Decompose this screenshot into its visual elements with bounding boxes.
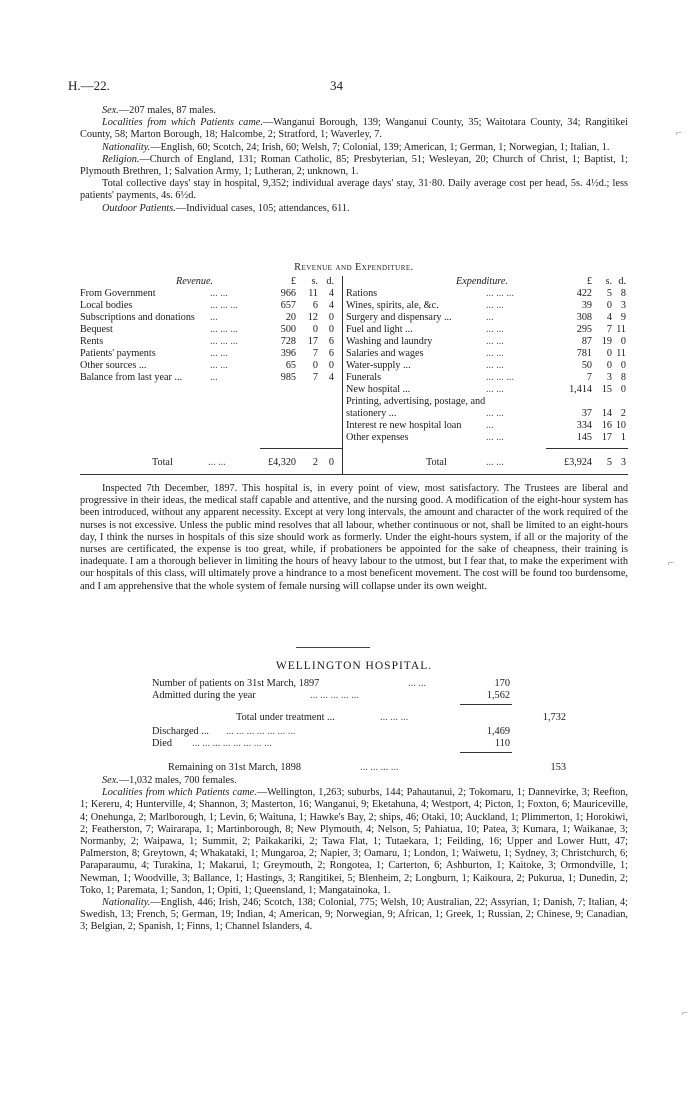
expenditure-pence: 2: [620, 408, 626, 419]
expenditure-pounds: 308: [576, 312, 592, 323]
revenue-pence: 0: [328, 324, 334, 335]
revenue-header: Revenue. £ s. d.: [176, 276, 334, 287]
revenue-pence: 0: [328, 360, 334, 371]
localities-paragraph: Localities from which Patients came.—Wanganui Borough, 139; Wanganui County, 35; Waitotara County, 34; Rangitikei County, 58; Marton Borough, 18; Halcombe, 2; Stratford, 1; Waverley, 7.: [80, 117, 628, 141]
revenue-shillings: 0: [312, 324, 318, 335]
page-number: 34: [330, 78, 343, 93]
expenditure-leader-dots: ...: [486, 420, 494, 431]
expenditure-pounds: 334: [576, 420, 592, 431]
revenue-pounds: 728: [280, 336, 296, 347]
revenue-pounds: 657: [280, 300, 296, 311]
expenditure-row: [346, 288, 628, 300]
expenditure-pence: 0: [620, 360, 626, 371]
revenue-row: [80, 372, 338, 384]
revenue-shillings: 7: [312, 372, 318, 383]
expenditure-label: Other expenses: [346, 432, 409, 443]
revenue-pence: 0: [328, 312, 334, 323]
expenditure-row: [346, 396, 628, 408]
stat-row-remaining: Remaining on 31st March, 1898 ... ... ... ... 153: [168, 762, 566, 773]
revenue-row: [80, 360, 338, 372]
expenditure-shillings: 16: [601, 420, 612, 431]
expenditure-label: Interest re new hospital loan: [346, 420, 462, 431]
section-rule: [80, 474, 628, 475]
expenditure-row: [346, 408, 628, 420]
wellington-sex-line: Sex.—1,032 males, 700 females.: [102, 775, 237, 786]
revenue-shillings: 17: [307, 336, 318, 347]
expenditure-leader-dots: ... ... ...: [486, 372, 515, 383]
column-divider: [342, 276, 343, 474]
revenue-shillings: 11: [308, 288, 318, 299]
revenue-row: [80, 324, 338, 336]
religion-paragraph: Religion.—Church of England, 131; Roman Catholic, 85; Presbyterian, 51; Wesleyan, 20; Church of Christ, 1; Baptist, 1; Plymouth Brethren, 1; Salvation Army, 1; Lutheran, 2; unknown, 1.: [80, 153, 628, 178]
expenditure-leader-dots: ... ...: [486, 360, 504, 371]
expenditure-total-rule: [546, 448, 628, 449]
revenue-shillings: 6: [312, 300, 318, 311]
expenditure-pounds: 422: [576, 288, 592, 299]
revenue-label: Bequest: [80, 324, 113, 335]
expenditure-heading: Expenditure.: [456, 276, 508, 287]
expenditure-pounds: 145: [576, 432, 592, 443]
expenditure-row: [346, 348, 628, 360]
stat-row-patients: Number of patients on 31st March, 1897 ... ... 170: [152, 678, 510, 689]
expenditure-label: Washing and laundry: [346, 336, 433, 347]
revenue-row: [80, 348, 338, 360]
revenue-pence: 4: [328, 288, 334, 299]
expenditure-pounds: 87: [581, 336, 592, 347]
expenditure-label: stationery ...: [346, 408, 397, 419]
revenue-pence: 4: [328, 300, 334, 311]
revenue-pounds: 966: [280, 288, 296, 299]
margin-mark: ⌐: [668, 558, 674, 569]
expenditure-row: [346, 300, 628, 312]
revenue-leader-dots: ... ...: [210, 288, 228, 299]
revenue-total-pounds: £4,320: [267, 457, 296, 468]
page-header: [68, 78, 638, 94]
revenue-label: Other sources ...: [80, 360, 147, 371]
expenditure-shillings: 15: [601, 384, 612, 395]
revenue-shillings: 0: [312, 360, 318, 371]
expenditure-leader-dots: ... ... ...: [486, 288, 515, 299]
wellington-title: WELLINGTON HOSPITAL.: [275, 660, 433, 672]
revenue-label: Patients' payments: [80, 348, 156, 359]
revenue-total-rule: [260, 448, 342, 449]
expenditure-pounds: 39: [581, 300, 592, 311]
inspection-paragraph: Inspected 7th December, 1897. This hospital is, in every point of view, most satisfactory. The Trustees are liberal and progressive in their ideas, the medical staff capable and attentive, and the nursing good. A modification of the eight-hour system has been introduced, without any apparent necessity. Except at very long intervals, the amount and character of the work required of the nurses is not excessive. Unless the public mind resolves that all labour, whether continuous or not, shall be limited to an eight-hours day, I think the nurses in hospitals of this size should work as formerly. Under the eight-hours system, if all or the majority of the nurses are certificated, the expense is too great, while, if probationers be appointed for the sake of cheapness, their training is inadequate. I am a thorough believer in limiting the hours of heavy labour to the utmost, but I fear that, to make the experiment with our hospitals of this class, will ultimately prove a hindrance to a most beneficent movement. The cost will be found too burdensome, and I am apprehensive that the whole system of female nursing will collapse under its own weight.: [80, 483, 628, 592]
expenditure-pence: 9: [620, 312, 626, 323]
revenue-pence: 6: [328, 348, 334, 359]
expenditure-pence: 0: [620, 336, 626, 347]
expenditure-row: [346, 384, 628, 396]
expenditure-shillings: 7: [606, 324, 612, 335]
revenue-leader-dots: ... ... ...: [210, 336, 239, 347]
expenditure-pounds: 7: [586, 372, 592, 383]
revenue-row: [80, 300, 338, 312]
expenditure-label: Funerals: [346, 372, 382, 383]
stat-row-admitted: Admitted during the year ... ... ... ... ... 1,562: [152, 690, 510, 701]
revenue-pounds: 20: [285, 312, 296, 323]
expenditure-shillings: 0: [606, 300, 612, 311]
expenditure-label: New hospital ...: [346, 384, 411, 395]
revenue-label: From Government: [80, 288, 156, 299]
wellington-localities-paragraph: Localities from which Patients came.—Wellington, 1,263; suburbs, 144; Pahautanui, 2; Tokomaru, 1; Dannevirke, 3; Reefton, 1; Kereru, 4; Hunterville, 4; Shannon, 3; Masterton, 16; Wanganui, 9; Eketahuna, 4; Westport, 4; Picton, 1; Foxton, 6; Mauriceville, 4; Onehunga, 2; Marlborough, 1; Levin, 6; Waituna, 1; Hawke's Bay, 2; ships, 46; Otaki, 10; Auckland, 1; Plimmerton, 1; Horokiwi, 2; Featherston, 7; Wairarapa, 1; Martinborough, 8; New Plymouth, 4; Nelson, 5; Pahiatua, 10; Patea, 3; Kumara, 1; Waikanae, 3; Normanby, 2; Waipawa, 1; Summit, 2; Paikakariki, 2; Tawa Flat, 1; Tutaekara, 1; Feilding, 16; Upper and Lower Hutt, 47; Palmerston, 8; Greytown, 4; Whakataki, 1; Mungaroa, 2; Napier, 3; Oamaru, 1; London, 1; Waiwetu, 1; Sydney, 3; Christchurch, 6; Paraparaumu, 4; Turakina, 1; Makarui, 1; Greymouth, 2; Rongotea, 1; Carterton, 6; Ashburton, 1; Kaitoke, 3; Ormondville, 1; Newman, 1; Woodville, 3; Ballance, 1; Hastings, 3; Rangitikei, 5; Blenheim, 2; Longburn, 1; Kaikoura, 2; Pukurua, 1; Dunedin, 2; Toko, 1; Paremata, 1; Sandon, 1; Opiti, 1; Queensland, 1; Mangatainoka, 1.: [80, 787, 629, 896]
expenditure-total-row: Total ... ... £3,924 5 3: [426, 457, 626, 468]
expenditure-leader-dots: ... ...: [486, 348, 504, 359]
stay-paragraph: Total collective days' stay in hospital, 9,352; individual average days' stay, 31·80. Daily average cost per head, 5s. 4½d.; less patients' payments, 4s. 6½d.: [80, 178, 628, 202]
expenditure-leader-dots: ...: [486, 312, 494, 323]
margin-mark: ⌐: [682, 1008, 688, 1019]
expenditure-row: [346, 372, 628, 384]
accounts-title: Revenue and Expenditure.: [294, 262, 414, 273]
revenue-label: Local bodies: [80, 300, 133, 311]
stat-row-discharged: Discharged ... ... ... ... ... ... ... ... 1,469: [152, 726, 510, 737]
revenue-shillings: 7: [312, 348, 318, 359]
revenue-row: [80, 288, 338, 300]
expenditure-label: Rations: [346, 288, 378, 299]
expenditure-pounds: 37: [581, 408, 592, 419]
revenue-column: [80, 276, 338, 384]
revenue-row: [80, 312, 338, 324]
revenue-leader-dots: ... ... ...: [210, 324, 239, 335]
expenditure-pence: 3: [620, 300, 626, 311]
expenditure-shillings: 3: [606, 372, 612, 383]
revenue-row: [80, 336, 338, 348]
expenditure-pence: 1: [620, 432, 626, 443]
expenditure-pounds: 50: [581, 360, 592, 371]
expenditure-row: [346, 336, 628, 348]
revenue-rows: [80, 288, 338, 384]
wellington-patient-statistics: [80, 678, 628, 778]
expenditure-shillings: 19: [601, 336, 612, 347]
intro-statistics: [80, 105, 628, 215]
expenditure-row: [346, 432, 628, 444]
expenditure-pence: 10: [615, 420, 626, 431]
revenue-label: Balance from last year ...: [80, 372, 183, 383]
wellington-nationality-paragraph: Nationality.—English, 446; Irish, 246; Scotch, 138; Colonial, 775; Welsh, 10; Australian, 22; Assyrian, 1; Danish, 7; Italian, 4; Swedish, 13; French, 5; German, 19; Indian, 4; American, 9; Norwegian, 9; African, 1; Greek, 1; Russian, 2; Chinese, 9; Canadian, 3; Belgian, 2; Spanish, 1; Finns, 1; Channel Islanders, 4.: [80, 897, 628, 933]
revenue-shillings: 12: [307, 312, 318, 323]
expenditure-leader-dots: ... ...: [486, 300, 504, 311]
expenditure-leader-dots: ... ...: [486, 432, 504, 443]
revenue-label: Subscriptions and donations: [80, 312, 195, 323]
stat-row-total: Total under treatment ... ... ... ... 1,732: [236, 712, 566, 723]
expenditure-label: Salaries and wages: [346, 348, 424, 359]
expenditure-pence: 8: [620, 288, 626, 299]
expenditure-column: [346, 276, 628, 444]
stat-row-died: Died ... ... ... ... ... ... ... ... 110: [152, 738, 510, 749]
revenue-pence: 4: [328, 372, 334, 383]
expenditure-shillings: 17: [601, 432, 612, 443]
expenditure-label: Printing, advertising, postage, and: [346, 396, 486, 407]
revenue-pounds: 985: [280, 372, 296, 383]
expenditure-leader-dots: ... ...: [486, 384, 504, 395]
expenditure-leader-dots: ... ...: [486, 324, 504, 335]
wellington-details: [80, 775, 628, 934]
expenditure-shillings: 0: [606, 348, 612, 359]
revenue-pounds: 396: [280, 348, 296, 359]
expenditure-pence: 11: [616, 324, 626, 335]
expenditure-row: [346, 420, 628, 432]
expenditure-row: [346, 324, 628, 336]
sex-line: Sex.—207 males, 87 males.: [102, 105, 216, 116]
expenditure-shillings: 0: [606, 360, 612, 371]
expenditure-pounds: 781: [576, 348, 592, 359]
revenue-pounds: 65: [285, 360, 296, 371]
died-sum-rule: [460, 752, 512, 753]
revenue-leader-dots: ... ...: [210, 348, 228, 359]
margin-mark: ⌐: [676, 128, 682, 139]
expenditure-pence: 11: [616, 348, 626, 359]
expenditure-shillings: 4: [606, 312, 612, 323]
expenditure-shillings: 14: [601, 408, 612, 419]
inspection-report: [80, 483, 628, 593]
expenditure-label: Water-supply ...: [346, 360, 411, 371]
expenditure-leader-dots: ... ...: [486, 336, 504, 347]
admitted-sum-rule: [460, 704, 512, 705]
outdoor-line: Outdoor Patients.—Individual cases, 105; attendances, 611.: [102, 202, 350, 214]
revenue-leader-dots: ...: [210, 372, 218, 383]
expenditure-pence: 0: [620, 384, 626, 395]
revenue-leader-dots: ... ... ...: [210, 300, 239, 311]
expenditure-label: Fuel and light ...: [346, 324, 413, 335]
revenue-heading: Revenue.: [176, 276, 214, 287]
revenue-pence: 6: [328, 336, 334, 347]
parliamentary-reference: H.—22.: [68, 78, 110, 93]
expenditure-total-pounds: £3,924: [563, 457, 592, 468]
expenditure-pounds: 1,414: [569, 384, 592, 395]
revenue-pounds: 500: [280, 324, 296, 335]
nationality-paragraph: Nationality.—English, 60; Scotch, 24; Irish, 60; Welsh, 7; Colonial, 139; American, 1; German, 1; Norwegian, 1; Italian, 1.: [102, 141, 610, 153]
revenue-leader-dots: ...: [210, 312, 218, 323]
expenditure-leader-dots: ... ...: [486, 408, 504, 419]
expenditure-label: Surgery and dispensary ...: [346, 312, 452, 323]
revenue-total-row: Total ... ... £4,320 2 0: [152, 457, 334, 468]
expenditure-row: [346, 360, 628, 372]
revenue-leader-dots: ... ...: [210, 360, 228, 371]
expenditure-label: Wines, spirits, ale, &c.: [346, 300, 439, 311]
revenue-label: Rents: [80, 336, 104, 347]
expenditure-header: Expenditure. £ s. d.: [456, 276, 626, 287]
expenditure-pence: 8: [620, 372, 626, 383]
revenue-expenditure-table: [80, 276, 628, 476]
expenditure-pounds: 295: [576, 324, 592, 335]
separator-rule: [296, 647, 370, 648]
expenditure-rows: [346, 288, 628, 444]
expenditure-shillings: 5: [606, 288, 612, 299]
expenditure-row: [346, 312, 628, 324]
